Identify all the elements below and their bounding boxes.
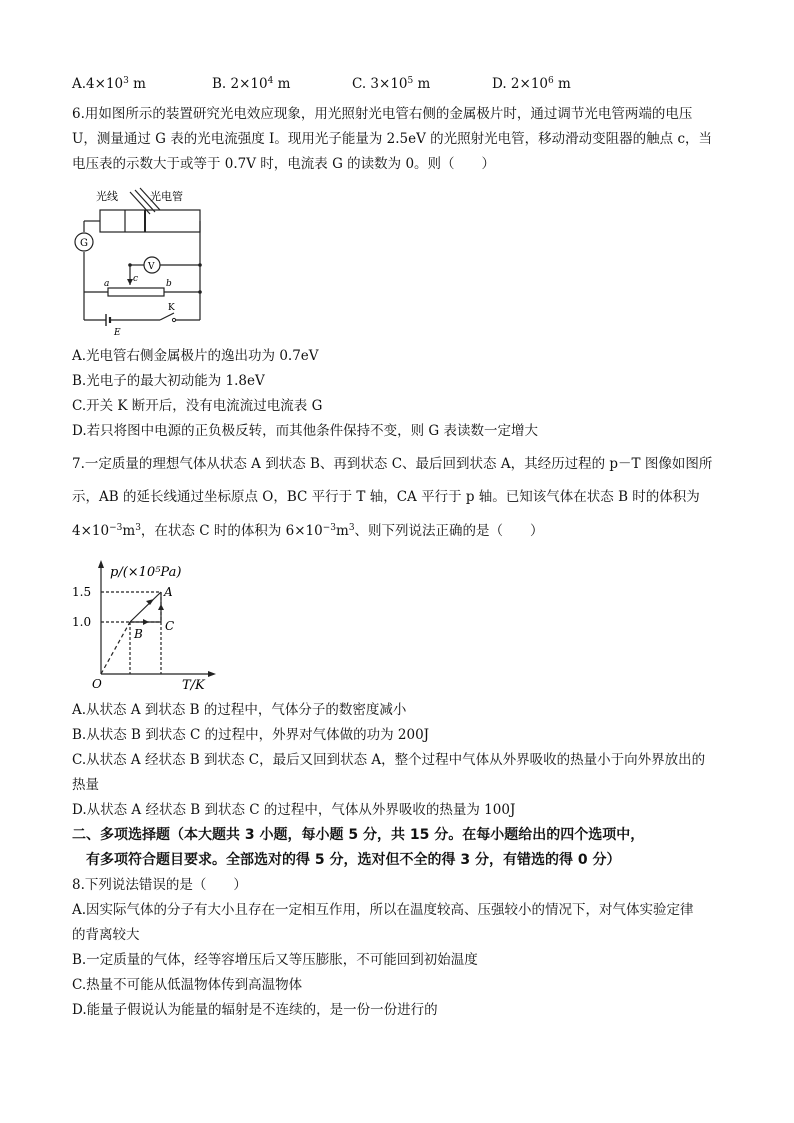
q5-options — [72, 72, 722, 96]
tube-label: 光电管 — [150, 190, 183, 203]
point-a-label: A — [164, 585, 173, 599]
q8-option-a-line-1: A.因实际气体的分子有大小且存在一定相互作用，所以在温度较高、压强较小的情况下，对气体实验定律 — [72, 902, 694, 918]
q7-stem-line-3: $4\times 10^{-3}m^3$，在状态 C 时的体积为 $6\times 10^{-3}m^3$、则下列说法正确的是（ ） — [72, 523, 544, 539]
g-label: G — [80, 238, 88, 249]
q7-option-c-line-2: 热量 — [72, 777, 99, 793]
tick-1-0: 1.0 — [72, 615, 92, 629]
q6-option-d: D.若只将图中电源的正负极反转，而其他条件保持不变，则 G 表读数一定增大 — [72, 423, 538, 439]
t-axis-label: T/K — [182, 678, 205, 693]
q8-option-d: D.能量子假说认为能量的辐射是不连续的，是一份一份进行的 — [72, 1002, 438, 1018]
q5-option-c: C. $3\times 10^5$ m — [352, 76, 431, 92]
p-t-graph — [70, 556, 220, 696]
q5-option-d: D. $2\times 10^6$ m — [492, 76, 571, 92]
point-c-label: C — [165, 619, 175, 633]
battery-e-label: E — [114, 328, 121, 338]
section2-heading-line-2: 有多项符合题目要求。全部选对的得 5 分，选对但不全的得 3 分，有错选的得 0 分） — [86, 852, 621, 868]
rheostat-end-a: a — [104, 279, 110, 289]
q5-option-b: B. $2\times 10^4$ m — [212, 76, 291, 92]
q7-option-a: A.从状态 A 到状态 B 的过程中，气体分子的数密度减小 — [72, 702, 407, 718]
q8-option-c: C.热量不可能从低温物体传到高温物体 — [72, 977, 303, 993]
q6-option-c: C.开关 K 断开后，没有电流流过电流表 G — [72, 398, 323, 414]
q6-stem-line-1: 6.用如图所示的装置研究光电效应现象，用光照射光电管右侧的金属极片时，通过调节光电管两端的电压 — [72, 106, 693, 122]
rheostat — [108, 288, 164, 296]
segment-ab — [130, 592, 161, 622]
q7-stem-line-1: 7.一定质量的理想气体从状态 A 到状态 B、再到状态 C、最后回到状态 A，其经历过程的 p－T 图像如图所 — [72, 456, 713, 472]
q8-option-a-line-2: 的背离较大 — [72, 927, 140, 943]
switch-k-label: K — [168, 303, 175, 313]
q6-stem-line-2: U，测量通过 G 表的光电流强度 I。现用光子能量为 2.5eV 的光照射光电管，移动滑动变阻器的触点 c，当 — [72, 131, 713, 147]
q6-stem-line-3: 电压表的示数大于或等于 0.7V 时，电流表 G 的读数为 0。则（ ） — [72, 156, 496, 172]
q8-option-b: B.一定质量的气体，经等容增压后又等压膨胀，不可能回到初始温度 — [72, 952, 478, 968]
q6-option-a: A.光电管右侧金属极片的逸出功为 0.7eV — [72, 348, 319, 364]
tick-1-5: 1.5 — [72, 585, 92, 599]
switch-blade — [160, 313, 174, 320]
arrow-ab — [146, 599, 154, 605]
arrow-bc — [143, 619, 149, 625]
q7-option-b: B.从状态 B 到状态 C 的过程中，外界对气体做的功为 200J — [72, 727, 430, 743]
point-b-label: B — [134, 627, 143, 641]
rheostat-end-b: b — [166, 279, 172, 289]
slider-contact-c: c — [133, 274, 139, 284]
ab-extension — [101, 622, 130, 674]
arrow-ca — [158, 604, 164, 610]
section2-heading-line-1: 二、多项选择题（本大题共 3 小题，每小题 5 分，共 15 分。在每小题给出的四个选项中， — [72, 827, 645, 843]
photoelectric-circuit-figure — [70, 180, 220, 340]
q7-option-c-line-1: C.从状态 A 经状态 B 到状态 C，最后又回到状态 A，整个过程中气体从外界吸收的热量小于向外界放出的 — [72, 752, 706, 768]
origin-label: O — [92, 677, 102, 691]
light-label: 光线 — [96, 190, 118, 203]
p-axis-label: p/(×10⁵Pa) — [110, 565, 182, 580]
v-label: V — [148, 262, 155, 272]
q8-stem: 8.下列说法错误的是（ ） — [72, 877, 247, 893]
q5-option-a: $A.4\times 10^3$ m — [72, 76, 146, 92]
q6-option-b: B.光电子的最大初动能为 1.8eV — [72, 373, 265, 389]
q7-option-d: D.从状态 A 经状态 B 到状态 C 的过程中，气体从外界吸收的热量为 100J — [72, 802, 516, 818]
q7-stem-line-2: 示，AB 的延长线通过坐标原点 O，BC 平行于 T 轴，CA 平行于 p 轴。已知该气体在状态 B 时的体积为 — [72, 489, 700, 505]
